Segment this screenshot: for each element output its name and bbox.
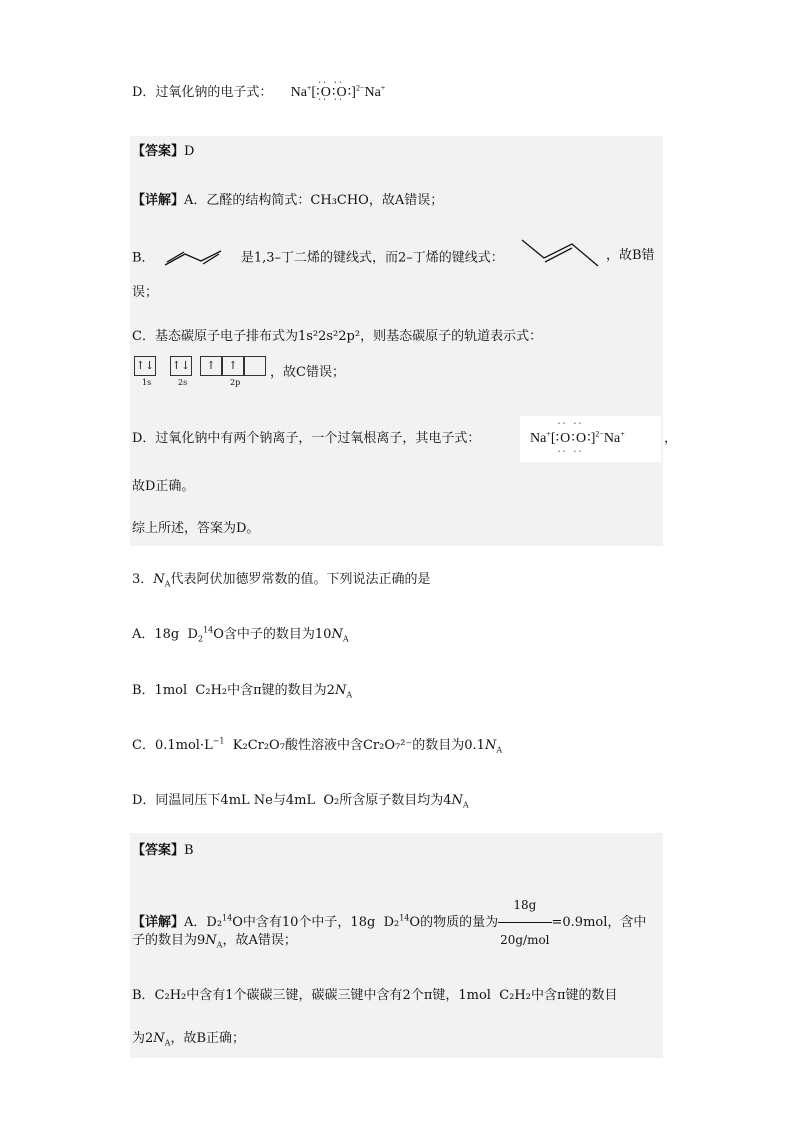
detail-d-comma: ， <box>664 431 678 446</box>
summary-1: 综上所述，答案为D。 <box>132 521 260 536</box>
detail-b: B． 是1,3–丁二烯的键线式，而2–丁烯的键线式： <box>132 247 504 269</box>
detail2-a: 【详解】A．D₂$^{14}$O中含有10个中子，18g D₂$^{14}$O的物质的量为 $\frac{18g}{\text{20g/mol}}$ =0.9mol，含中 <box>132 888 646 957</box>
butadiene-skeletal-icon <box>161 247 235 269</box>
q3-option-c: C．$0.1mol\cdot L^{-1}$ K₂Cr₂O₇酸性溶液中含Cr₂O₇²⁻的数目为$0.1N_A$ <box>132 736 503 755</box>
orbital-1s: ↑↓ <box>134 356 156 376</box>
sodium-peroxide-formula-box: Na+[∶• • O • •∶• • O • •∶]$^{2-}$Na+ <box>520 416 661 462</box>
orbital-2p-3 <box>244 356 266 376</box>
q2-option-d: D．过氧化钠的电子式： Na+[∶• • O • •∶• • O • •∶]$^{2-}$Na+ <box>132 84 385 102</box>
mass-fraction: $\frac{18g}{\text{20g/mol}}$ <box>498 888 551 957</box>
q3-stem: 3．$N_A$代表阿伏加德罗常数的值。下列说法正确的是 <box>132 572 431 589</box>
orbital-2s: ↑↓ <box>170 356 192 376</box>
detail-b-line2: 误； <box>132 285 159 300</box>
detail-c: C．基态碳原子电子排布式为1s²2s²2p²，则基态碳原子的轨道表示式： <box>132 329 543 344</box>
detail2-b-line2: 为$2N_A$，故B正确； <box>132 1031 245 1048</box>
orbital-2p-1: ↑ <box>200 356 222 376</box>
q3-option-a: A．18g $D_2^{14}O$含中子的数目为$10N_A$ <box>132 625 349 644</box>
orbital-label-1s: 1s <box>142 378 152 387</box>
detail-a: 【详解】A．乙醛的结构简式：CH₃CHO，故A错误； <box>132 193 444 208</box>
detail2-a-line2: 子的数目为$9N_A$，故A错误； <box>132 933 297 950</box>
orbital-2p-2: ↑ <box>222 356 244 376</box>
detail-d-line2: 故D正确。 <box>132 479 195 494</box>
sodium-peroxide-formula: Na+[∶• • O • •∶• • O • •∶]$^{2-}$Na+ <box>291 85 386 100</box>
carbon-orbital-diagram <box>134 356 269 390</box>
butene-skeletal-icon <box>516 236 602 270</box>
q3-option-d: D．同温同压下4mL Ne与4mL O₂所含原子数目均为$4N_A$ <box>132 793 469 810</box>
detail-c-tail: ，故C错误； <box>270 365 345 380</box>
answer-2: 【答案】B <box>132 843 194 858</box>
orbital-label-2s: 2s <box>178 378 188 387</box>
detail-b-tail: ，故B错 <box>606 248 655 263</box>
detail2-b: B．C₂H₂中含有1个碳碳三键，碳碳三键中含有2个π键，1mol C₂H₂中含π键的数目 <box>132 988 618 1003</box>
q3-option-b: B．1mol C₂H₂中含π键的数目为$2N_A$ <box>132 683 353 700</box>
orbital-label-2p: 2p <box>230 378 241 387</box>
detail-d: D．过氧化钠中有两个钠离子，一个过氧根离子，其电子式： <box>132 431 481 446</box>
answer-1: 【答案】D <box>132 144 195 159</box>
